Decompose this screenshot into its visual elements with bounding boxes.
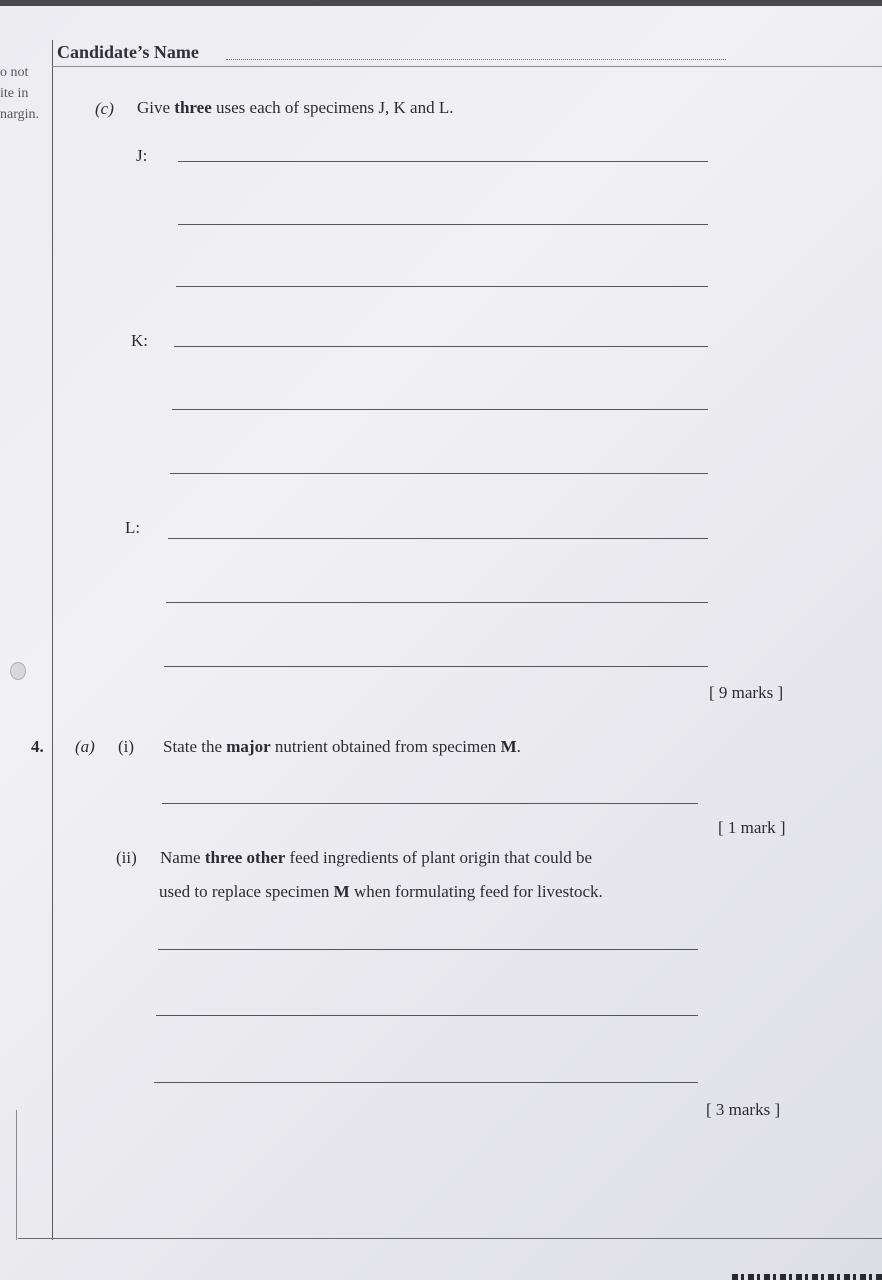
question-part-a: (a) <box>75 737 95 756</box>
answer-line-k-2[interactable] <box>172 409 708 410</box>
marks-9: [ 9 marks ] <box>709 683 784 702</box>
footer-rule <box>18 1238 882 1239</box>
question-number-4: 4. <box>31 737 44 756</box>
marks-1: [ 1 mark ] <box>718 818 786 837</box>
answer-line-k-3[interactable] <box>170 473 708 474</box>
specimen-k-label: K: <box>131 331 148 350</box>
candidate-name-field[interactable] <box>226 59 726 60</box>
subquestion-ii-text-line-2: used to replace specimen M when formulating feed for livestock. <box>159 882 603 901</box>
answer-line-l-1[interactable] <box>168 538 708 539</box>
specimen-j-label: J: <box>136 146 148 165</box>
specimen-l-label: L: <box>125 518 141 537</box>
answer-line-4aii-3[interactable] <box>154 1082 698 1083</box>
question-number-c: (c) <box>95 99 114 118</box>
answer-line-j-3[interactable] <box>176 286 708 287</box>
answer-line-4aii-2[interactable] <box>156 1015 698 1016</box>
answer-line-l-3[interactable] <box>164 666 708 667</box>
subquestion-i-label: (i) <box>118 737 135 756</box>
question-c-text: Give three uses each of specimens J, K and L. <box>137 98 454 117</box>
barcode <box>732 1274 882 1280</box>
candidate-name-label: Candidate’s Name <box>57 42 199 62</box>
answer-line-l-2[interactable] <box>166 602 708 603</box>
margin-note-line-1: o not <box>0 65 29 80</box>
answer-line-4aii-1[interactable] <box>158 949 698 950</box>
answer-line-j-2[interactable] <box>178 224 708 225</box>
subquestion-ii-text-line-1: Name three other feed ingredients of plant origin that could be <box>160 848 593 867</box>
page-top-edge <box>0 0 882 6</box>
margin-note-line-3: nargin. <box>0 107 40 122</box>
left-edge-line <box>16 1110 17 1240</box>
subquestion-ii-label: (ii) <box>116 848 137 867</box>
header-rule <box>52 66 882 67</box>
subquestion-i-text: State the major nutrient obtained from specimen M. <box>163 737 521 756</box>
binder-ring <box>10 662 26 680</box>
margin-note-line-2: ite in <box>0 86 29 101</box>
marks-3: [ 3 marks ] <box>706 1100 781 1119</box>
answer-line-k-1[interactable] <box>174 346 708 347</box>
answer-line-4ai[interactable] <box>162 803 698 804</box>
margin-rule <box>52 40 53 1240</box>
answer-line-j-1[interactable] <box>178 161 708 162</box>
